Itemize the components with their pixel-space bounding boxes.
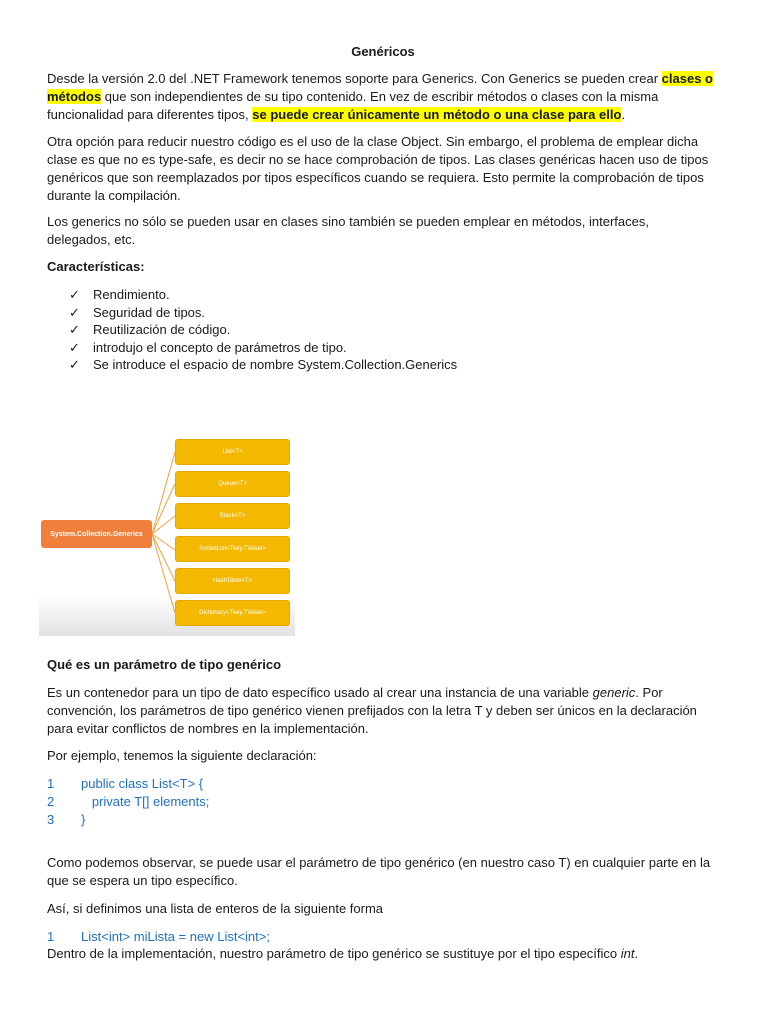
diagram-node-hashtable: HashTable<T> — [175, 568, 290, 594]
list-item: ✓ Se introduce el espacio de nombre System.Collection.Generics — [69, 357, 458, 372]
code-block-list — [47, 928, 270, 946]
intro-paragraph — [47, 70, 715, 124]
usage-paragraph: Como podemos observar, se puede usar el parámetro de tipo genérico (en nuestro caso T) en cualquier parte en la que se espera un tipo específico. — [47, 855, 711, 888]
list-example-intro: Así, si definimos una lista de enteros de la siguiente forma — [47, 901, 384, 916]
list-item: ✓ introdujo el concepto de parámetros de tipo. — [69, 339, 347, 355]
code-line: 1 List<int> miLista = new List<int>; — [47, 929, 270, 944]
code-line: 2 private T[] elements; — [47, 794, 210, 809]
diagram-node-sortedlist: SortedList<Tkey,TValue> — [175, 536, 290, 562]
highlight-clases-metodos: clases o métodos — [47, 71, 713, 104]
list-item: ✓ Reutilización de código. — [69, 322, 231, 337]
features-list — [69, 286, 457, 374]
type-parameter-heading: Qué es un parámetro de tipo genérico — [47, 657, 282, 672]
code-line: 1 public class List<T> { — [47, 776, 204, 791]
diagram-node-dictionary: Dictionary<Tkey,TValue> — [175, 600, 290, 626]
diagram-node-list: List<T> — [175, 439, 290, 465]
intro-text-1: Desde la versión 2.0 del .NET Framework tenemos soporte para Generics. Con Generics se pueden crear — [47, 71, 662, 86]
list-item: ✓ Rendimiento. — [69, 287, 170, 302]
diagram-node-stack: Stack<T> — [175, 503, 290, 529]
document-title: Genéricos — [351, 44, 415, 59]
closing-paragraph: Dentro de la implementación, nuestro parámetro de tipo genérico se sustituye por el tipo específico int. — [47, 946, 639, 961]
code-line: 3 } — [47, 812, 86, 827]
example-intro: Por ejemplo, tenemos la siguiente declaración: — [47, 748, 317, 763]
list-item: ✓ Seguridad de tipos. — [69, 304, 206, 320]
generics-usage-paragraph: Los generics no sólo se pueden usar en clases sino también se pueden emplear en métodos, interfaces, delegados, etc. — [47, 214, 649, 247]
checkmark-icon: ✓ — [69, 287, 80, 302]
diagram-root-node: System.Collection.Generics — [41, 520, 152, 548]
checkmark-icon: ✓ — [69, 357, 80, 372]
intro-text-3: . — [621, 107, 626, 122]
intro-text-2: que son independientes de su tipo contenido. En vez de escribir métodos o clases con la misma funcionalidad para diferentes tipos, — [47, 89, 659, 122]
object-paragraph: Otra opción para reducir nuestro código es el uso de la clase Object. Sin embargo, el problema de emplear dicha clase es que no es type-safe, es decir no se hace comprobación de tipos. Las clases genéricas hacen uso de tipos genéricos que son reemplazados por tipos específicos cuando se requiera. Esto permite la comprobación de tipos durante la compilación. — [47, 134, 709, 203]
checkmark-icon: ✓ — [69, 322, 80, 337]
features-heading: Características: — [47, 259, 145, 274]
highlight-un-metodo: se puede crear únicamente un método o una clase para ello — [252, 107, 622, 122]
code-block-class — [47, 775, 209, 829]
type-parameter-paragraph: Es un contenedor para un tipo de dato específico usado al crear una instancia de una variable generic. Por convención, los parámetros de tipo genérico vienen prefijados con la letra T y deben ser únicos en la declaración para evitar conflictos de nombres en la implementación. — [47, 685, 697, 736]
checkmark-icon: ✓ — [69, 304, 80, 320]
diagram-node-queue: Queue<T> — [175, 471, 290, 497]
generics-diagram — [39, 430, 295, 636]
checkmark-icon: ✓ — [69, 339, 80, 355]
